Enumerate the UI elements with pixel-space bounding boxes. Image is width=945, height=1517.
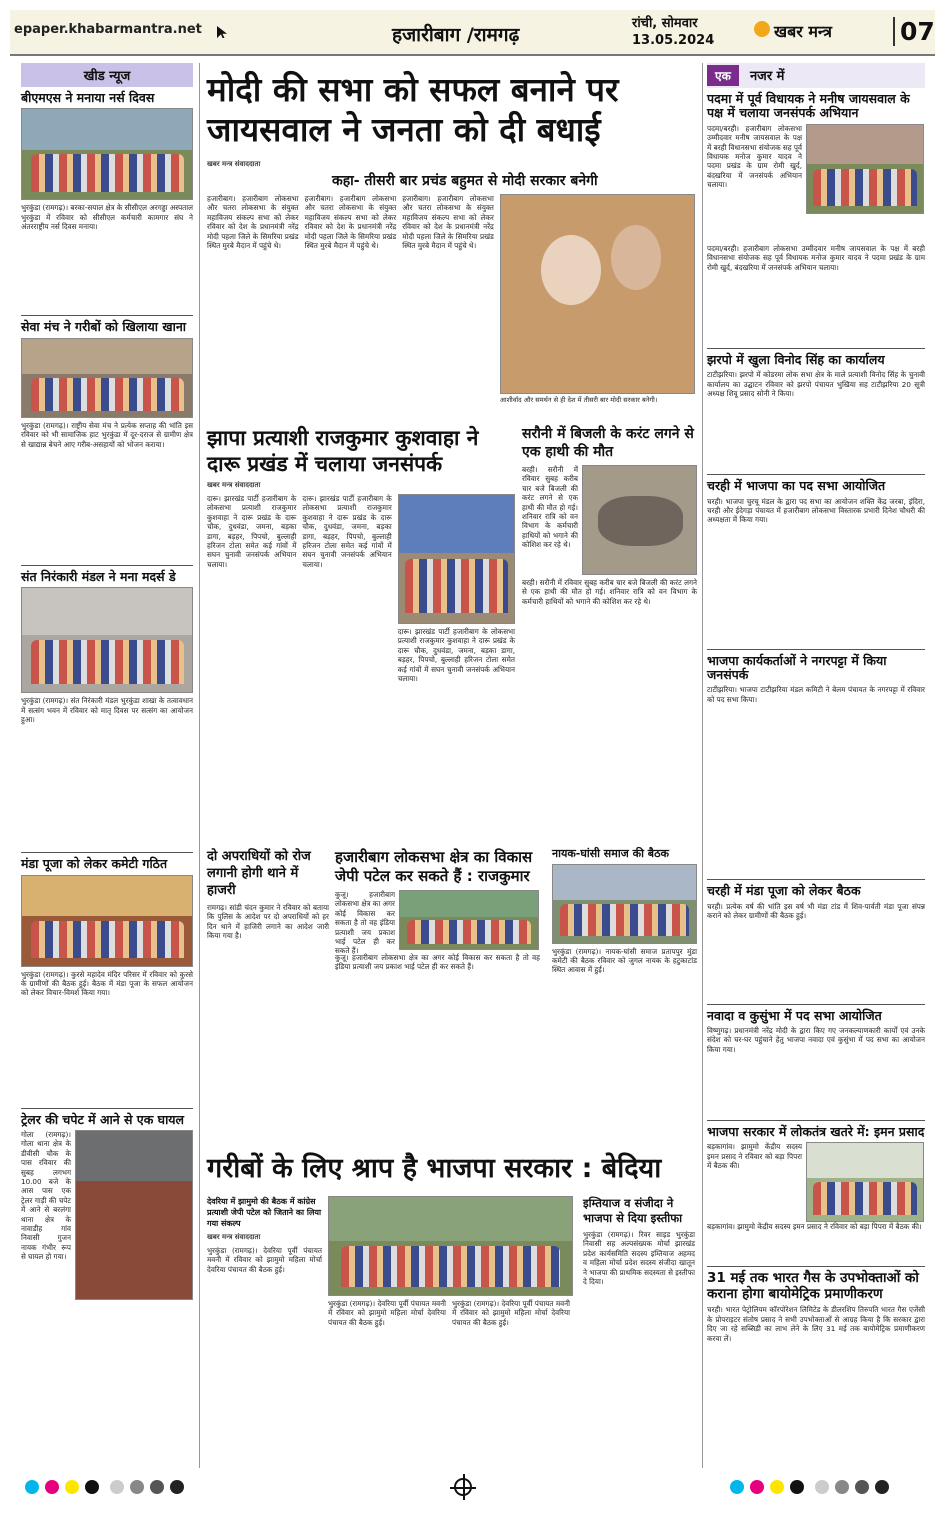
left-text-5: गोला (रामगढ़)। गोला थाना क्षेत्र के डीवीसी चौक के पास रविवार की सुबह लगभग 10.00 बजे के आस पास एक ट्रेलर गाड़ी की चपेट में आने से बरलंगा थाना क्षेत्र के नावाडीह गांव निवासी गुजन नायक गंभीर रूप से घायल हो गया। (21, 1129, 71, 1262)
main-byline: खबर मन्त्र संवाददाता (207, 160, 261, 168)
story-resignation (583, 1196, 695, 1468)
story7-text-col1: भुरकुंडा (रामगढ़)। देवरिया पूर्वी पंचायत मवनी में रविवार को झामुमो महिला मोर्चा देवरिया पंचायत की बैठक हुई। (207, 1246, 322, 1274)
left-text-3: भुरकुंडा (रामगढ़)। संत निरंकारी मंडल भुरकुंडा शाखा के तत्वावधान में सत्संग भवन में रविवार को मातृ दिवस पर सत्संग का आयोजन हुआ। (21, 696, 193, 724)
left-band: खीड न्यूज (21, 63, 193, 87)
color-dot-icon (45, 1480, 59, 1494)
story-jp-patel (335, 848, 540, 1148)
right-headline-6: नवादा व कुसुंभा में पद सभा आयोजित (707, 1007, 882, 1023)
nurse-day-photo (21, 108, 193, 200)
left-headline-3: संत निरंकारी मंडल ने मना मदर्स डे (21, 568, 176, 584)
main-text-col3: हजारीबाग। हजारीबाग लोकसभा और चतरा लोकसभा के संयुक्त महाविजय संकल्प सभा को लेकर रविवार को देश के प्रधानमंत्री नरेंद्र मोदी पहला जिले के सिमरिया प्रखंड स्थित मुरबे मैदान में पहुंचे थे। (402, 194, 494, 251)
story3-text-2: बरही। सरौनी में रविवार सुबह करीब चार बजे बिजली की करंट लगने से एक हाथी की मौत हो गई। शनिवार रात्रि को वन विभाग के कर्मचारी हाथियों को भगाने की कोशिश कर रहे थे। (522, 578, 697, 606)
story3-headline: सरौनी में बिजली के करंट लगने से एक हाथी की मौत (522, 426, 694, 460)
story-kushwaha (207, 425, 515, 843)
padma-campaign-photo (806, 124, 924, 214)
logo-icon (754, 21, 770, 37)
color-dot-icon (110, 1480, 124, 1494)
right-headline-7: भाजपा सरकार में लोकतंत्र खतरे में: इमन प्रसाद (707, 1124, 925, 1139)
color-dot-icon (835, 1480, 849, 1494)
story8-headline: इम्तियाज व संजीदा ने भाजपा से दिया इस्तीफा (583, 1196, 683, 1225)
right-text-7: बड़कागांव। झामुमो केंद्रीय सदस्य इमन प्रसाद ने रविवार को बड़ा पिपरा में बैठक की। (707, 1142, 802, 1171)
epaper-url[interactable]: epaper.khabarmantra.net (14, 22, 202, 37)
trailer-accident-photo (75, 1130, 193, 1300)
right-text-8: चरही। भारत पेट्रोलियम कॉरपोरेशन लिमिटेड के डीलरशिप तिरुपति भारत गैस एजेंसी के प्रोपराइटर संतोष प्रसाद ने सभी उपभोक्ताओं से आग्रह किया है कि सरकार द्वारा दिए जा रहे सब्सिडी का लाभ लेने के लिए 31 मई तक बायोमेट्रिक प्रमाणीकरण करवा लें। (707, 1305, 925, 1343)
color-dot-icon (815, 1480, 829, 1494)
color-dot-icon (730, 1480, 744, 1494)
right-headline-8: 31 मई तक भारत गैस के उपभोक्ताओं को कराना होगा बायोमेट्रिक प्रमाणीकरण (707, 1270, 919, 1302)
story-elephant (522, 425, 697, 843)
right-band: नजर में (749, 69, 785, 84)
color-dot-icon (25, 1480, 39, 1494)
story5-text-1: कुजू। हजारीबाग लोकसभा क्षेत्र का अगर कोई विकास कर सकता है तो वह इंडिया प्रत्याशी जय प्रकाश भाई पटेल ही कर सकते हैं। (335, 890, 395, 956)
place-day: रांची, सोमवार (632, 16, 698, 31)
manda-puja-photo (21, 875, 193, 967)
story7-text-col2: भुरकुंडा (रामगढ़)। देवरिया पूर्वी पंचायत मवनी में रविवार को झामुमो महिला मोर्चा देवरिया पंचायत की बैठक हुई। (328, 1299, 446, 1327)
left-headline-1: बीएमएस ने मनाया नर्स दिवस (21, 90, 155, 105)
story2-headline: झापा प्रत्याशी राजकुमार कुशवाहा ने दारू प्रखंड में चलाया जनसंपर्क (207, 426, 479, 476)
left-headline-4: मंडा पूजा को लेकर कमेटी गठित (21, 856, 168, 872)
story7-head (207, 1152, 695, 1192)
left-text-4: भुरकुंडा (रामगढ़)। कुरसे महादेव मंदिर परिसर में रविवार को कुरसे के ग्रामीणों की बैठक हुई। बैठक में मंडा पूजा के सफल आयोजन को लेकर विचार-विमर्श किया गया। (21, 969, 193, 998)
color-dot-icon (85, 1480, 99, 1494)
story4-text: रामगढ़। सांडी चंदन कुमार ने रविवार को बताया कि पुलिस के आदेश पर दो अपराधियों को हर दिन थाने में हाजिरी लगाने का आदेश जारी किया गया है। (207, 903, 329, 941)
left-headline-2: सेवा मंच ने गरीबों को खिलाया खाना (21, 319, 186, 335)
color-dot-icon (150, 1480, 164, 1494)
nayak-samaj-photo (552, 864, 697, 944)
color-dot-icon (170, 1480, 184, 1494)
section-title: हजारीबाग /रामगढ़ (392, 24, 520, 46)
story2-byline: खबर मन्त्र संवाददाता (207, 481, 261, 489)
story8-text: भुरकुंडा (रामगढ़)। रिवर साइड भुरकुंडा निवासी सह अल्पसंख्यक मोर्चा झारखंड प्रदेश कार्यसमिति सदस्य इम्तियाज अहमद व महिला मोर्चा प्रदेश सदस्य संजीदा खातून ने भाजपा की प्राथमिक सदस्यता से इस्तीफा दे दिया। (583, 1230, 695, 1287)
story3-text-1: बरही। सरौनी में रविवार सुबह करीब चार बजे बिजली की करंट लगने से एक हाथी की मौत हो गई। शनिवार रात्रि को वन विभाग के कर्मचारी हाथियों को भगाने की कोशिश कर रहे थे। (522, 465, 578, 550)
right-text-4: टाटीझरिया। भाजपा टाटीझरिया मंडल कमिटी ने बेलम पंचायत के नगरपट्टा में रविवार को पद सभा किया। (707, 685, 925, 704)
right-text-5: चरही। प्रत्येक वर्ष की भांति इस वर्ष भी मंडा टांड में शिव-पार्वती मंडा पूजा संपन्न कराने को लेकर ग्रामीणों की बैठक हुई। (707, 901, 925, 921)
story4-headline: दो अपराधियों को रोज लगानी होगी थाने में हाजरी (207, 849, 311, 898)
kushwaha-campaign-photo (398, 494, 515, 624)
main-photo-caption: आशीर्वाद और समर्थन से ही देश में तीसरी बार मोदी सरकार बनेगी। (499, 396, 658, 404)
left-text-2: भुरकुंडा (रामगढ़)। राष्ट्रीय सेवा मंच ने प्रत्येक सप्ताह की भांति इस रविवार को भी सामाजिक हाट भुरकुंडा में दूर-दराज से ग्रामीण क्षेत्र से खाद्यान्न बेचने आए गरीब-असहायों को भोजन कराया। (21, 420, 193, 449)
story5-text-2: कुजू। हजारीबाग लोकसभा क्षेत्र का अगर कोई विकास कर सकता है तो वह इंडिया प्रत्याशी जय प्रकाश भाई पटेल ही कर सकते हैं। (335, 953, 540, 972)
jp-patel-meeting-photo (399, 890, 539, 950)
right-text-7b: बड़कागांव। झामुमो केंद्रीय सदस्य इमन प्रसाद ने रविवार को बड़ा पिपरा में बैठक की। (707, 1222, 922, 1232)
seva-manch-photo (21, 338, 193, 418)
story2-text-col2: दारू। झारखंड पार्टी हजारीबाग के लोकसभा प्रत्याशी राजकुमार कुशवाहा ने दारू प्रखंड के दारू चौक, दुधवंडा, जमना, बड़का डागा, बड़हर, पिपचो, बुल्लाही हरिजन टोला समेत कई गांवों में सघन चुनावी जनसंपर्क अभियान चलाया। (302, 494, 392, 569)
iman-prasad-photo (806, 1142, 924, 1222)
main-story (207, 160, 695, 425)
story2-text-col3: दारू। झारखंड पार्टी हजारीबाग के लोकसभा प्रत्याशी राजकुमार कुशवाहा ने दारू प्रखंड के दारू चौक, दुधवंडा, जमना, बड़का डागा, बड़हर, पिपचो, बुल्लाही हरिजन टोला समेत कई गांवों में सघन चुनावी जनसंपर्क अभियान चलाया। (397, 627, 515, 684)
main-text-col1: हजारीबाग। हजारीबाग लोकसभा और चतरा लोकसभा के संयुक्त महाविजय संकल्प सभा को लेकर रविवार को देश के प्रधानमंत्री नरेंद्र मोदी पहला जिले के सिमरिया प्रखंड स्थित मुरबे मैदान में पहुंचे थे। (207, 194, 299, 251)
right-headline-3: चरही में भाजपा का पद सभा आयोजित (707, 478, 886, 494)
right-text-3: चरही। भाजपा चुरचू मंडल के द्वारा पद सभा का आयोजन शक्ति केंद्र जरबा, इंदिरा, चरही और ईदेगड़ा पंचायत में हजारीबाग लोकसभा विस्तारक प्रभारी दिनेश चौधरी की अध्यक्षता में किया गया। (707, 496, 925, 525)
brand-logo: खबर मन्त्र (774, 22, 832, 41)
left-text-1: भुरकुंडा (रामगढ़)। बरका-सयाल क्षेत्र के सीसीएल अरगड्डा अस्पताल भुरकुंडा में रविवार को सीसीएल कर्मचारी कामगार संघ ने अंतरराष्ट्रीय नर्स दिवस मनाया। (21, 203, 193, 232)
right-headline-4: भाजपा कार्यकर्ताओं ने नगरपट्टा में किया जनसंपर्क (707, 652, 887, 682)
color-dot-icon (790, 1480, 804, 1494)
color-dot-icon (750, 1480, 764, 1494)
story-bediya (207, 1196, 577, 1468)
bediya-meeting-photo (328, 1196, 573, 1296)
story6-headline: नायक-घांसी समाज की बैठक (552, 847, 669, 860)
right-text-1b: पदमा/बरही। हजारीबाग लोकसभा उम्मीदवार मनीष जायसवाल के पक्ष में बरही विधानसभा संयोजक सह पूर्व विधायक मनोज कुमार यादव ने पदमा प्रखंड के ग्राम रोमी खुर्द, बंदखरिया में जनसंपर्क अभियान चलाया। (707, 243, 925, 272)
story7-byline: खबर मन्त्र संवाददाता (207, 1233, 261, 1241)
registration-target-icon (454, 1478, 472, 1496)
color-dot-icon (65, 1480, 79, 1494)
nirankari-photo (21, 587, 193, 693)
left-column (21, 63, 193, 1468)
right-headline-2: झरपो में खुला विनोद सिंह का कार्यालय (707, 351, 885, 367)
color-dot-icon (875, 1480, 889, 1494)
color-dot-icon (130, 1480, 144, 1494)
story7-text-col3: भुरकुंडा (रामगढ़)। देवरिया पूर्वी पंचायत मवनी में रविवार को झामुमो महिला मोर्चा देवरिया पंचायत की बैठक हुई। (452, 1299, 570, 1327)
main-text-col2: हजारीबाग। हजारीबाग लोकसभा और चतरा लोकसभा के संयुक्त महाविजय संकल्प सभा को लेकर रविवार को देश के प्रधानमंत्री नरेंद्र मोदी पहला जिले के सिमरिया प्रखंड स्थित मुरबे मैदान में पहुंचे थे। (304, 194, 397, 251)
main-subhead: कहा- तीसरी बार प्रचंड बहुमत से मोदी सरकार बनेगी (332, 173, 598, 189)
right-text-2: टाटीझरिया। झरपो में कोडरमा लोक सभा क्षेत्र के माले प्रत्याशी विनोद सिंह के चुनावी कार्यालय का उद्घाटन रविवार को झरपो पंचायत भुखिया सह टाटीझरिया 20 सूत्री अध्यक्ष शिवू प्रसाद सोनी ने किया। (707, 370, 925, 398)
story-nayak-samaj (552, 848, 697, 1148)
story5-headline: हजारीबाग लोकसभा क्षेत्र का विकास जेपी पटेल कर सकते हैं : राजकुमार (335, 848, 533, 885)
color-dot-icon (855, 1480, 869, 1494)
dead-elephant-photo (582, 465, 697, 575)
story6-text: भुरकुंडा (रामगढ़)। नायक-घांसी समाज प्रतापपुर मुंडा कमेटी की बैठक रविवार को जुगल नायक के हटुकाटांड स्थित आवास में हुई। (552, 946, 697, 975)
right-column (707, 63, 925, 1468)
date: 13.05.2024 (632, 33, 715, 48)
left-headline-5: ट्रेलर की चपेट में आने से एक घायल (21, 1111, 185, 1127)
dateline (632, 15, 714, 49)
story7-headline: गरीबों के लिए श्राप है भाजपा सरकार : बेदिया (207, 1153, 662, 1184)
main-headline: मोदी की सभा को सफल बनाने पर जायसवाल ने जनता को दी बधाई (207, 70, 619, 149)
right-headline-1: पदमा में पूर्व विधायक ने मनीष जायसवाल के पक्ष में चलाया जनसंपर्क अभियान (707, 91, 910, 121)
ek-label: एक (707, 65, 739, 86)
right-headline-5: चरही में मंडा पूजा को लेकर बैठक (707, 883, 861, 899)
right-text-6: विष्णुगढ़। प्रधानमंत्री नरेंद्र मोदी के द्वारा किए गए जनकल्याणकारी कार्यों एवं उनके संदेश को घर-घर पहुंचाने हेतु भाजपा नवादा एवं कुसुंभा में पद सभा का आयोजन किया गया। (707, 1026, 925, 1054)
color-dot-icon (770, 1480, 784, 1494)
page-number: 07 (893, 17, 935, 46)
story-criminals (207, 848, 329, 1148)
story2-text-col1: दारू। झारखंड पार्टी हजारीबाग के लोकसभा प्रत्याशी राजकुमार कुशवाहा ने दारू प्रखंड के दारू चौक, दुधवंडा, जमना, बड़का डागा, बड़हर, पिपचो, बुल्लाही हरिजन टोला समेत कई गांवों में सघन चुनावी जनसंपर्क अभियान चलाया। (207, 494, 297, 569)
modi-rally-photo (500, 194, 695, 394)
right-text-1: पदमा/बरही। हजारीबाग लोकसभा उम्मीदवार मनीष जायसवाल के पक्ष में बरही विधानसभा संयोजक सह पूर्व विधायक मनोज कुमार यादव ने पदमा प्रखंड के ग्राम रोमी खुर्द, बंदखरिया में जनसंपर्क अभियान चलाया। (707, 123, 802, 190)
story7-kicker: देवरिया में झामुमो की बैठक में कांग्रेस प्रत्याशी जेपी पटेल को जिताने का लिया गया संकल्प (207, 1197, 322, 1228)
